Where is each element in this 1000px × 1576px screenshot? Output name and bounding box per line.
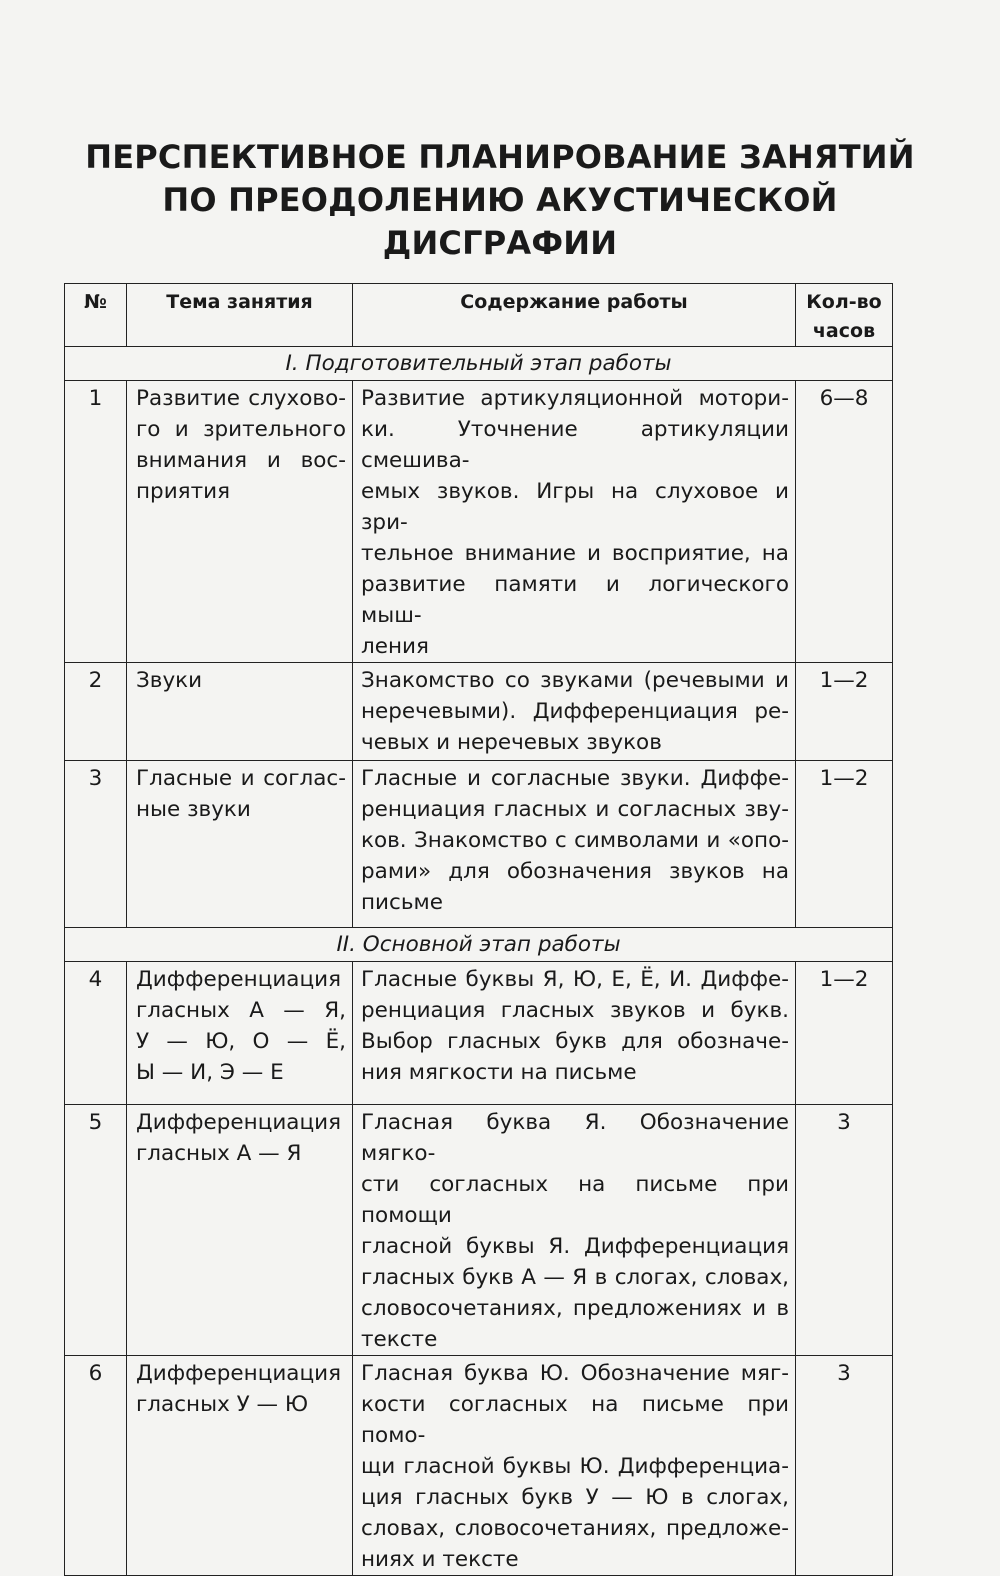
row-content-line: ков. Знакомство с символами и «опо- bbox=[361, 828, 789, 853]
row-content-line: словосочетаниях, предложениях и в bbox=[361, 1296, 789, 1321]
row-number: 4 bbox=[65, 962, 127, 1105]
row-content-line: чевых и неречевых звуков bbox=[361, 730, 662, 755]
row-content bbox=[353, 381, 796, 663]
row-content-line: ренциация гласных и согласных зву- bbox=[361, 797, 789, 822]
table-row bbox=[65, 381, 893, 663]
header-hours bbox=[796, 284, 893, 347]
table-row bbox=[65, 962, 893, 1105]
row-content-line: щи гласной буквы Ю. Дифференциа- bbox=[361, 1454, 789, 1479]
row-number: 6 bbox=[65, 1356, 127, 1576]
row-topic-line: ные звуки bbox=[136, 797, 251, 822]
row-content-line: тексте bbox=[361, 1327, 438, 1352]
row-content-line: развитие памяти и логического мыш- bbox=[361, 572, 789, 628]
row-hours: 6—8 bbox=[796, 381, 893, 663]
row-hours: 1—2 bbox=[796, 761, 893, 928]
header-topic: Тема занятия bbox=[127, 284, 353, 347]
title-line-2: ПО ПРЕОДОЛЕНИЮ АКУСТИЧЕСКОЙ bbox=[162, 181, 838, 219]
row-content-line: Гласная буква Ю. Обозначение мяг- bbox=[361, 1361, 789, 1386]
row-content-line: Гласная буква Я. Обозначение мягко- bbox=[361, 1110, 789, 1166]
row-number: 5 bbox=[65, 1105, 127, 1356]
row-topic bbox=[127, 1356, 353, 1576]
row-content-line: ренциация гласных звуков и букв. bbox=[361, 998, 789, 1023]
row-content-line: ния мягкости на письме bbox=[361, 1060, 637, 1085]
row-hours: 1—2 bbox=[796, 663, 893, 761]
row-content bbox=[353, 663, 796, 761]
row-number: 1 bbox=[65, 381, 127, 663]
stage-row bbox=[65, 928, 893, 962]
title-line-3: ДИСГРАФИИ bbox=[382, 224, 618, 262]
header-hours-line-1: Кол-во bbox=[806, 291, 882, 313]
row-content bbox=[353, 761, 796, 928]
row-content-line: Развитие артикуляционной мотори- bbox=[361, 386, 789, 411]
stage-row bbox=[65, 347, 893, 381]
table-row bbox=[65, 1356, 893, 1576]
row-content-line: Знакомство со звуками (речевыми и bbox=[361, 668, 789, 693]
row-topic bbox=[127, 761, 353, 928]
planning-table bbox=[64, 283, 893, 1576]
table-row bbox=[65, 761, 893, 928]
row-topic-line: Ы — И, Э — Е bbox=[136, 1060, 284, 1085]
row-content-line: кости согласных на письме при помо- bbox=[361, 1392, 789, 1448]
row-hours: 3 bbox=[796, 1105, 893, 1356]
row-content-line: ки. Уточнение артикуляции смешива- bbox=[361, 417, 789, 473]
row-content-line: рами» для обозначения звуков на bbox=[361, 859, 789, 884]
row-topic-line: Гласные и соглас- bbox=[136, 766, 346, 791]
row-topic bbox=[127, 1105, 353, 1356]
row-content-line: гласных букв А — Я в слогах, словах, bbox=[361, 1265, 789, 1290]
header-num: № bbox=[65, 284, 127, 347]
row-topic-line: гласных У — Ю bbox=[136, 1392, 309, 1417]
table-row bbox=[65, 1105, 893, 1356]
row-topic bbox=[127, 962, 353, 1105]
row-content bbox=[353, 962, 796, 1105]
row-content-line: Гласные буквы Я, Ю, Е, Ё, И. Диффе- bbox=[361, 967, 789, 992]
row-content-line: емых звуков. Игры на слуховое и зри- bbox=[361, 479, 789, 535]
table-row bbox=[65, 663, 893, 761]
row-topic-line: Развитие слухово- bbox=[136, 386, 346, 411]
row-content-line: письме bbox=[361, 890, 443, 915]
row-hours: 1—2 bbox=[796, 962, 893, 1105]
row-topic-line: Звуки bbox=[136, 668, 203, 693]
row-topic bbox=[127, 381, 353, 663]
row-content-line: неречевыми). Дифференциация ре- bbox=[361, 699, 789, 724]
row-content-line: ниях и тексте bbox=[361, 1547, 519, 1572]
row-topic-line: гласных А — Я bbox=[136, 1141, 302, 1166]
row-topic-line: У — Ю, О — Ё, bbox=[136, 1029, 346, 1054]
row-topic-line: Дифференциация bbox=[136, 1110, 342, 1135]
title-line-1: ПЕРСПЕКТИВНОЕ ПЛАНИРОВАНИЕ ЗАНЯТИЙ bbox=[85, 138, 915, 176]
row-topic-line: Дифференциация bbox=[136, 967, 342, 992]
row-content-line: сти согласных на письме при помощи bbox=[361, 1172, 789, 1228]
row-content-line: словах, словосочетаниях, предложе- bbox=[361, 1516, 789, 1541]
row-number: 3 bbox=[65, 761, 127, 928]
table-header-row bbox=[65, 284, 893, 347]
page-title bbox=[60, 136, 940, 265]
row-topic bbox=[127, 663, 353, 761]
stage-label: II. Основной этап работы bbox=[65, 928, 893, 962]
header-hours-line-2: часов bbox=[812, 320, 876, 342]
header-content: Содержание работы bbox=[353, 284, 796, 347]
row-content-line: тельное внимание и восприятие, на bbox=[361, 541, 789, 566]
row-content bbox=[353, 1105, 796, 1356]
row-topic-line: го и зрительного bbox=[136, 417, 346, 442]
row-content-line: ция гласных букв У — Ю в слогах, bbox=[361, 1485, 789, 1510]
row-hours: 3 bbox=[796, 1356, 893, 1576]
row-content-line: ления bbox=[361, 634, 429, 659]
row-topic-line: гласных А — Я, bbox=[136, 998, 346, 1023]
row-topic-line: приятия bbox=[136, 479, 231, 504]
row-topic-line: Дифференциация bbox=[136, 1361, 342, 1386]
row-content-line: Гласные и согласные звуки. Диффе- bbox=[361, 766, 789, 791]
row-content-line: Выбор гласных букв для обозначе- bbox=[361, 1029, 789, 1054]
row-content-line: гласной буквы Я. Дифференциация bbox=[361, 1234, 789, 1259]
row-content bbox=[353, 1356, 796, 1576]
stage-label: I. Подготовительный этап работы bbox=[65, 347, 893, 381]
row-number: 2 bbox=[65, 663, 127, 761]
row-topic-line: внимания и вос- bbox=[136, 448, 346, 473]
